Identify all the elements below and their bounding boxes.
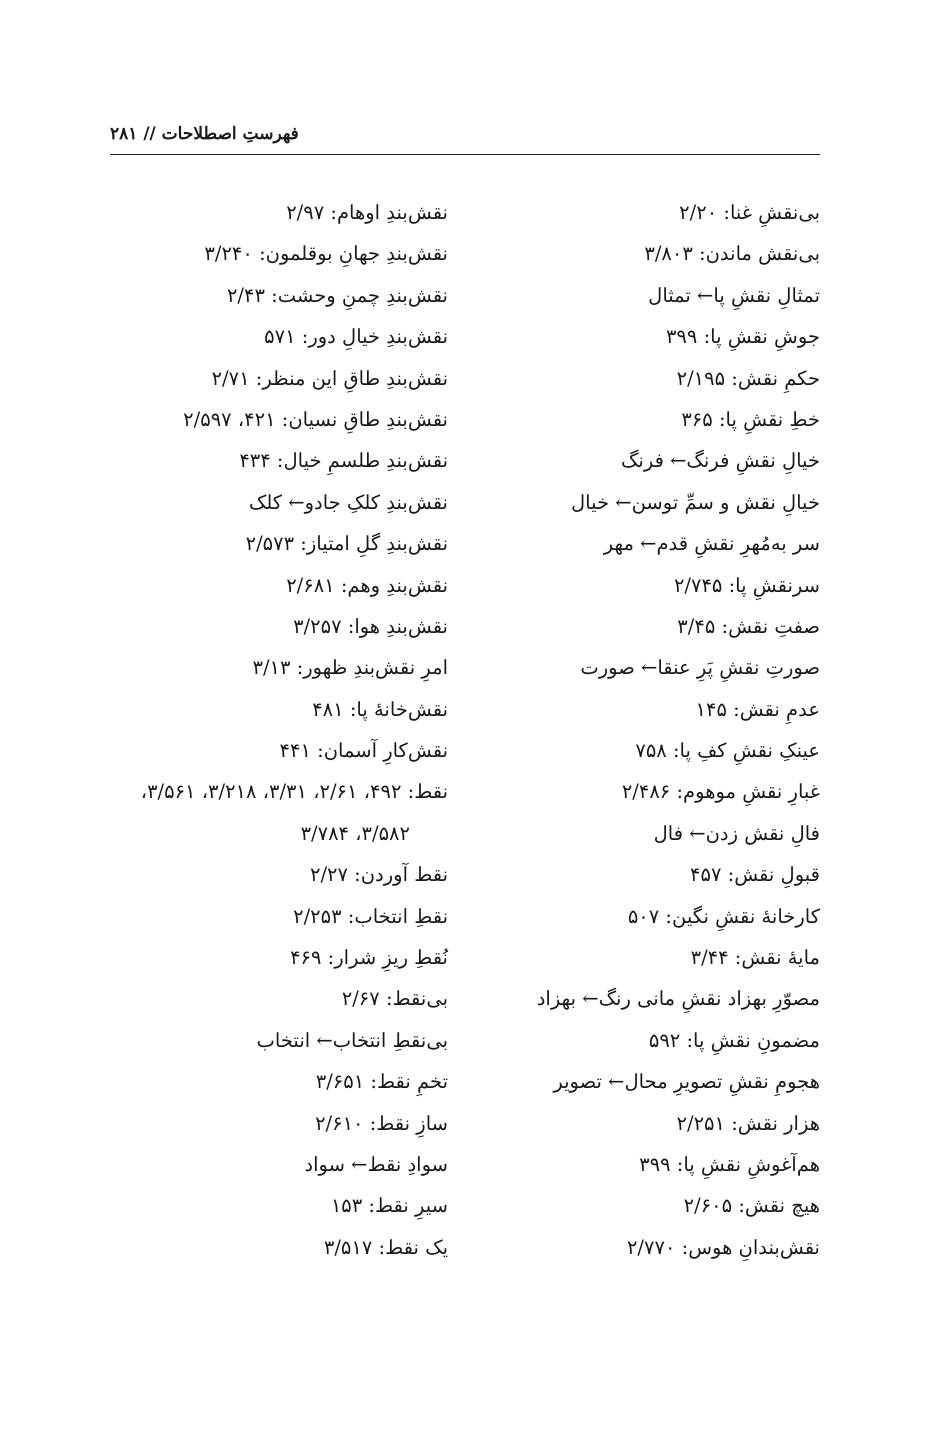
index-entry: بی‌نقشِ غنا: ۲/۲۰ bbox=[679, 201, 820, 224]
index-entry: بی‌نقط: ۲/۶۷ bbox=[341, 987, 448, 1011]
index-entry: هزار نقش: ۲/۲۵۱ bbox=[676, 1111, 820, 1135]
running-head-title: فهرستِ اصطلاحات // ۲۸۱ bbox=[110, 124, 299, 144]
index-entry: سر به‌مُهرِ نقشِ قدم← مهر bbox=[603, 532, 820, 556]
index-entry: سازِ نقط: ۲/۶۱۰ bbox=[315, 1111, 448, 1135]
index-entry: نقش‌بندِ طاقِ این منظر: ۲/۷۱ bbox=[211, 366, 448, 390]
index-entry: مایهٔ نقش: ۳/۴۴ bbox=[690, 946, 820, 970]
index-entry: خطِ نقشِ پا: ۳۶۵ bbox=[681, 407, 820, 431]
index-entry: غبارِ نقشِ موهوم: ۲/۴۸۶ bbox=[621, 780, 820, 804]
index-entry: نقش‌بندِ جهانِ بوقلمون: ۳/۲۴۰ bbox=[204, 242, 448, 266]
index-entry: صورتِ نقشِ پَرِ عنقا← صورت bbox=[580, 656, 820, 680]
index-entry: سرنقشِ پا: ۲/۷۴۵ bbox=[673, 573, 820, 597]
index-entry: نقش‌بندِ طاقِ نسیان: ۴۲۱، ۲/۵۹۷ bbox=[183, 407, 448, 431]
index-entry: هجومِ نقشِ تصویرِ محال← تصویر bbox=[553, 1070, 820, 1094]
index-entry: خیالِ نقشِ فرنگ← فرنگ bbox=[620, 449, 820, 473]
index-entry: یک نقط: ۳/۵۱۷ bbox=[323, 1235, 448, 1259]
index-entry: هم‌آغوشِ نقشِ پا: ۳۹۹ bbox=[639, 1152, 820, 1176]
index-entry: خیالِ نقش و سمِّ توسن← خیال bbox=[571, 490, 820, 514]
index-entry: نقش‌بندِ وهم: ۲/۶۸۱ bbox=[286, 573, 448, 597]
page-header bbox=[110, 122, 820, 155]
index-entry: نقط: ۴۹۲، ۲/۶۱، ۳/۳۱، ۳/۲۱۸، ۳/۵۶۱، bbox=[140, 780, 448, 804]
index-entry: عدمِ نقش: ۱۴۵ bbox=[695, 697, 820, 721]
index-entry: هیچ نقش: ۲/۶۰۵ bbox=[683, 1194, 820, 1218]
index-entry: نقش‌بندِ کلکِ جادو← کلک bbox=[248, 490, 448, 514]
index-entry: فالِ نقش زدن← فال bbox=[653, 821, 820, 845]
index-entry: نُقطِ ریزِ شرار: ۴۶۹ bbox=[290, 946, 448, 970]
index-entry: نقش‌کارِ آسمان: ۴۴۱ bbox=[279, 739, 448, 763]
index-entry: نقش‌بندانِ هوس: ۲/۷۷۰ bbox=[626, 1235, 820, 1259]
index-entry: مضمونِ نقشِ پا: ۵۹۲ bbox=[648, 1028, 820, 1052]
index-entry: سیرِ نقط: ۱۵۳ bbox=[330, 1194, 448, 1218]
index-entry-continuation: ۳/۵۸۲، ۳/۷۸۴ bbox=[300, 821, 410, 845]
index-entry: امرِ نقش‌بندِ ظهور: ۳/۱۳ bbox=[252, 656, 448, 680]
index-entry: عینکِ نقشِ کفِ پا: ۷۵۸ bbox=[635, 739, 820, 763]
index-entry: نقش‌بندِ هوا: ۳/۲۵۷ bbox=[293, 614, 448, 638]
index-entry: مصوّرِ بهزاد نقشِ مانی رنگ← بهزاد bbox=[536, 987, 820, 1011]
index-entry: نقش‌بندِ اوهام: ۲/۹۷ bbox=[286, 201, 448, 224]
index-column-left bbox=[68, 192, 448, 1268]
index-entry: نقطِ انتخاب: ۲/۲۵۳ bbox=[293, 904, 448, 928]
index-entry: صفتِ نقش: ۳/۴۵ bbox=[677, 614, 820, 638]
index-entry: بی‌نقطِ انتخاب← انتخاب bbox=[256, 1028, 448, 1052]
index-entry: نقش‌بندِ گلِ امتیاز: ۲/۵۷۳ bbox=[245, 532, 448, 556]
index-column-right bbox=[490, 192, 820, 1268]
index-entry: نقش‌خانهٔ پا: ۴۸۱ bbox=[312, 697, 448, 721]
index-entry: نقط آوردن: ۲/۲۷ bbox=[309, 863, 448, 887]
index-entry: کارخانهٔ نقشِ نگین: ۵۰۷ bbox=[627, 904, 820, 928]
index-entry: سوادِ نقط← سواد bbox=[304, 1152, 448, 1176]
index-entry: تمثالِ نقشِ پا← تمثال bbox=[648, 283, 820, 307]
index-entry: نقش‌بندِ چمنِ وحشت: ۲/۴۳ bbox=[226, 283, 448, 307]
index-entry: نقش‌بندِ خیالِ دور: ۵۷۱ bbox=[264, 325, 448, 349]
index-entry: تخمِ نقط: ۳/۶۵۱ bbox=[315, 1070, 448, 1094]
index-entry: نقش‌بندِ طلسمِ خیال: ۴۳۴ bbox=[239, 449, 448, 473]
index-entry: حکمِ نقش: ۲/۱۹۵ bbox=[676, 366, 820, 390]
index-entry: قبولِ نقش: ۴۵۷ bbox=[690, 863, 820, 887]
index-entry: بی‌نقش ماندن: ۳/۸۰۳ bbox=[644, 242, 820, 266]
index-entry: جوشِ نقشِ پا: ۳۹۹ bbox=[665, 325, 820, 349]
